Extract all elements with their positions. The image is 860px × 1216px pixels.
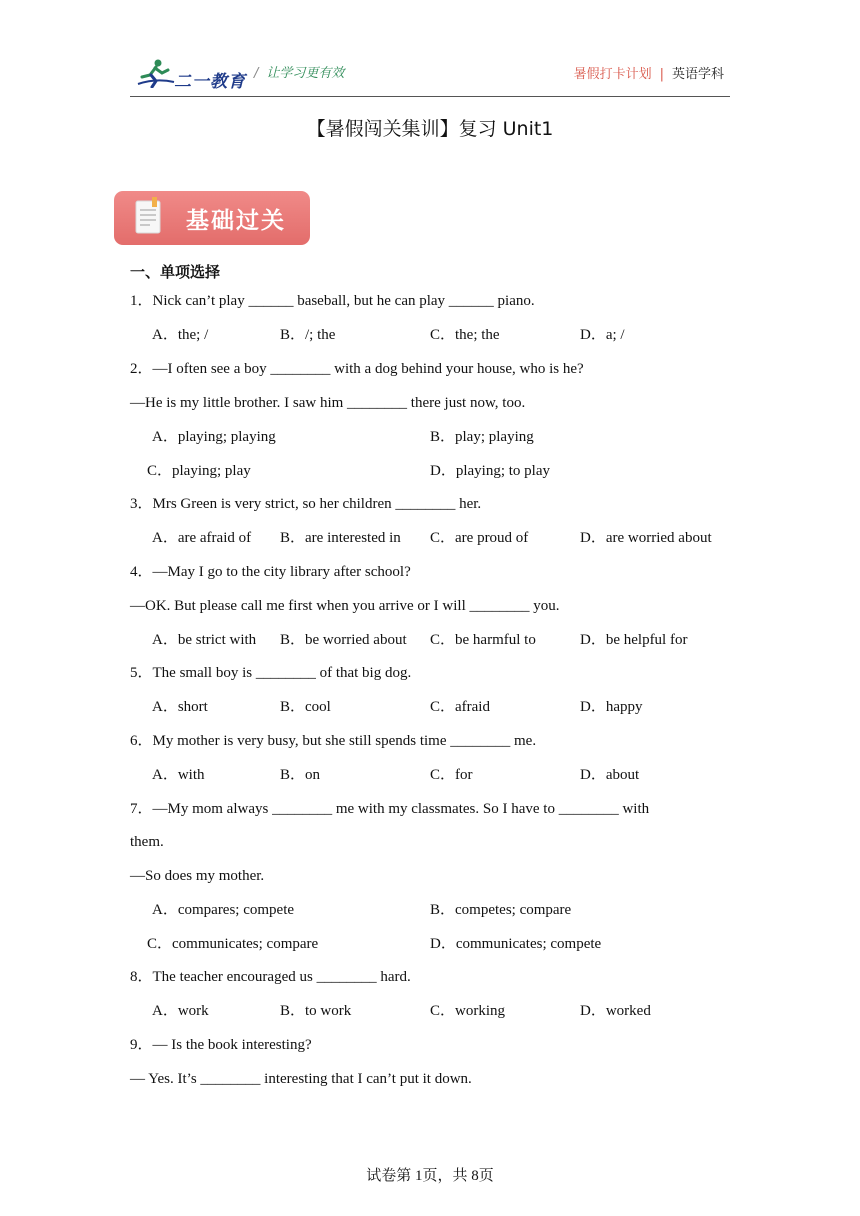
q4-option-a: A．be strict with (152, 632, 257, 648)
q1-option-d: D．a; / (580, 327, 625, 343)
question-7-line-3: —So does my mother. (130, 868, 265, 884)
header-separator: | (659, 67, 664, 82)
section-banner (114, 191, 310, 245)
q5-option-b: B．cool (280, 699, 331, 715)
header-right (574, 63, 724, 82)
q2-option-b: B．play; playing (430, 429, 534, 445)
running-man-icon (136, 58, 176, 88)
q3-option-a: A．are afraid of (152, 530, 252, 546)
q2-option-a: A．playing; playing (152, 429, 276, 445)
q6-option-c: C．for (430, 767, 473, 783)
question-7-stem: 7．—My mom always ________ me with my classmates. So I have to ________ with (130, 801, 650, 817)
q3-option-b: B．are interested in (280, 530, 401, 546)
q7-option-d: D．communicates; compete (430, 936, 602, 952)
q3-option-d: D．are worried about (580, 530, 712, 546)
question-1-stem: 1．Nick can’t play ______ baseball, but he can play ______ piano. (130, 293, 535, 309)
q7-option-b: B．competes; compare (430, 902, 572, 918)
question-2-line-2: —He is my little brother. I saw him ________ there just now, too. (130, 395, 526, 411)
question-2-stem: 2．—I often see a boy ________ with a dog behind your house, who is he? (130, 361, 584, 377)
q6-option-d: D．about (580, 767, 640, 783)
q5-option-a: A．short (152, 699, 208, 715)
question-5-stem: 5．The small boy is ________ of that big dog. (130, 665, 412, 681)
q8-option-d: D．worked (580, 1003, 651, 1019)
question-7-line-2: them. (130, 834, 164, 850)
q3-option-c: C．are proud of (430, 530, 529, 546)
q4-option-d: D．be helpful for (580, 632, 688, 648)
q8-option-a: A．work (152, 1003, 209, 1019)
banner-label: 基础过关 (186, 208, 286, 234)
q1-option-b: B．/; the (280, 327, 336, 343)
header-subject: 英语学科 (671, 67, 724, 82)
q7-option-a: A．compares; compete (152, 902, 295, 918)
question-4-line-2: —OK. But please call me first when you arrive or I will ________ you. (130, 598, 560, 614)
q2-option-c: C．playing; play (147, 463, 251, 479)
page-header (130, 52, 730, 96)
q5-option-c: C．afraid (430, 699, 490, 715)
question-6-stem: 6．My mother is very busy, but she still spends time ________ me. (130, 733, 537, 749)
q1-option-a: A．the; / (152, 327, 209, 343)
q4-option-b: B．be worried about (280, 632, 407, 648)
page-footer: 试卷第 1页，共 8页 (366, 1168, 494, 1184)
section-heading: 一、单项选择 (130, 263, 221, 281)
document-icon (134, 197, 164, 237)
question-9-stem: 9．— Is the book interesting? (130, 1037, 312, 1053)
q2-option-d: D．playing; to play (430, 463, 550, 479)
q5-option-d: D．happy (580, 699, 643, 715)
question-9-line-2: — Yes. It’s ________ interesting that I can’t put it down. (130, 1071, 472, 1087)
q8-option-c: C．working (430, 1003, 506, 1019)
question-8-stem: 8．The teacher encouraged us ________ hard. (130, 969, 411, 985)
q6-option-a: A．with (152, 767, 205, 783)
slogan-text: 让学习更有效 (266, 66, 345, 81)
slogan (254, 62, 344, 81)
q8-option-b: B．to work (280, 1003, 352, 1019)
q1-option-c: C．the; the (430, 327, 500, 343)
question-4-stem: 4．—May I go to the city library after school? (130, 564, 411, 580)
slogan-divider: / (254, 66, 259, 81)
question-3-stem: 3．Mrs Green is very strict, so her children ________ her. (130, 496, 482, 512)
q7-option-c: C．communicates; compare (147, 936, 319, 952)
brand-logo (136, 58, 246, 92)
page-title: 【暑假闯关集训】复习 Unit1 (306, 118, 554, 140)
q4-option-c: C．be harmful to (430, 632, 536, 648)
header-rule (130, 96, 730, 97)
logo-text: 二一教育 (174, 72, 246, 92)
q6-option-b: B．on (280, 767, 321, 783)
header-plan: 暑假打卡计划 (573, 67, 652, 82)
